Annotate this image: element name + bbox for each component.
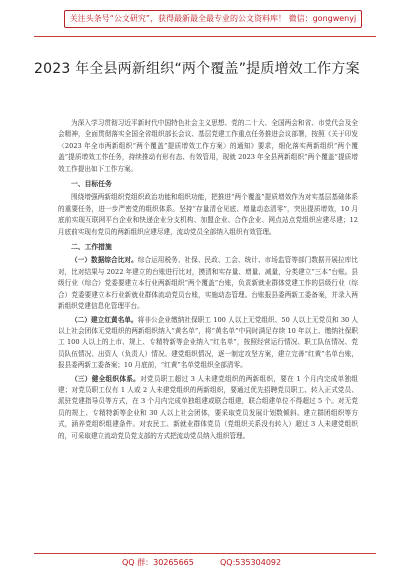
measure-paragraph [58, 315, 358, 372]
footer-qq-group: QQ 群：30265665 [122, 558, 194, 567]
measure-text: 对党员职工超过 3 人未建党组织的两新组织，要在 1 个月内完成单独组建；对党员职工仅有 1 人或 2 人未建党组织的两新组织，要通过优先招聘党员职工、转入正式党员、派驻党建指导员等方式，在 3 个月内完成单独组建或联合组建，联合组建单位不得超过 5 个。对无党员的规上、专精特新等企业和 30 人以上社会团体，要采取党员发展计划数倾斜、建立群团组织等方式，涵养党组织组建条件。对农民工、新就业群体党员（党组织关系没有转入）超过 3 人未建党组织的，可采取建立流动党员党支部的方式把流动党员纳入组织管理。 [58, 374, 359, 440]
measure-text: 将非公企业缴纳社保职工 100 人以上无党组织、50 人以上无党员和 30 人以上社会团体无党组织的两新组织纳入“黄名单”，将“黄名单”中同时满足存续 10 年以上、缴纳社保职工 100 人以上的上市、规上、专精特新等企业纳入“红名单”，按照经营运行情况、职工队伍情况、党员队伍情况、出资人（负责人）情况、建党组织情况，逐一制定攻坚方案，建立完善“红黄”名单台账，报县委两新工委备案；10 月底前，“红黄”名单党组织全部清零。 [58, 315, 358, 370]
targets-paragraph: 围绕增强两新组织党组织政治功能和组织功能，把推进“两个覆盖”提质增效作为对实基层基础体系的重要任务，进一步严密党的组织体系。坚持“存量清仓见底、增量动态清零”，突出提质增效，10 月底前实现互联网平台企业和快递企业分支机构、加盟企业、合作企业、网点站点党组织应建尽建；12 月底前实现有党员的两新组织应建尽建，流动党员全部纳入组织有效管理。 [58, 193, 358, 236]
footer-qq: QQ:535304092 [220, 558, 282, 567]
measure-text: 综合运用税务、社保、民政、工会、统计、市场监管等部门数据开展拉库比对，比对结果与 2022 年建立的台账进行比对，摸清和实存量、增量、减量，分类建立“三本”台账。县级行业（综合）党委要建立本行业两新组织“两个覆盖”台账，负责新就业群体党建工作的县级行业（综合）党委要建立本行业新就业群体流动党员台账，实施动态管理。台账报县委两新工委备案，并录入两新组织党建信息化管理平台。 [58, 256, 359, 311]
measure-label: （三）健全组织体系。 [71, 374, 141, 383]
measure-label: （二）建立红黄名单。 [71, 315, 138, 324]
section-heading-targets: 一、目标任务 [71, 180, 112, 189]
measure-paragraph [58, 255, 358, 312]
section-heading-measures: 二、工作措施 [71, 243, 112, 252]
document-body [58, 118, 358, 442]
measure-label: （一）数据综合比对。 [71, 256, 138, 265]
document-title: 2023 年全县两新组织“两个覆盖”提质增效工作方案 [34, 61, 360, 77]
measure-paragraph [58, 374, 358, 442]
header-rule [34, 36, 376, 37]
footer-rule [34, 553, 376, 554]
intro-paragraph: 为深入学习贯彻习近平新时代中国特色社会主义思想、党的二十大、全国两会和省、市党代会及全会精神，全面贯彻落实全国全省组织部长会议、基层党建工作重点任务推进会议部署，按照《关于印发〈2023 年全市两新组织“两个覆盖”提质增效工作方案〉的通知》要求，细化落实两新组织“两个覆盖”提质增效工作任务，持续推动有形有态、有效管用，现就 2023 年全县两新组织“两个覆盖”提质增效工作提出如下工作方案。 [58, 119, 358, 173]
promo-banner: 关注头条号“公文研究”，获得最新最全最专业的公文资料库！ 微信：gongwenyj [64, 10, 362, 28]
